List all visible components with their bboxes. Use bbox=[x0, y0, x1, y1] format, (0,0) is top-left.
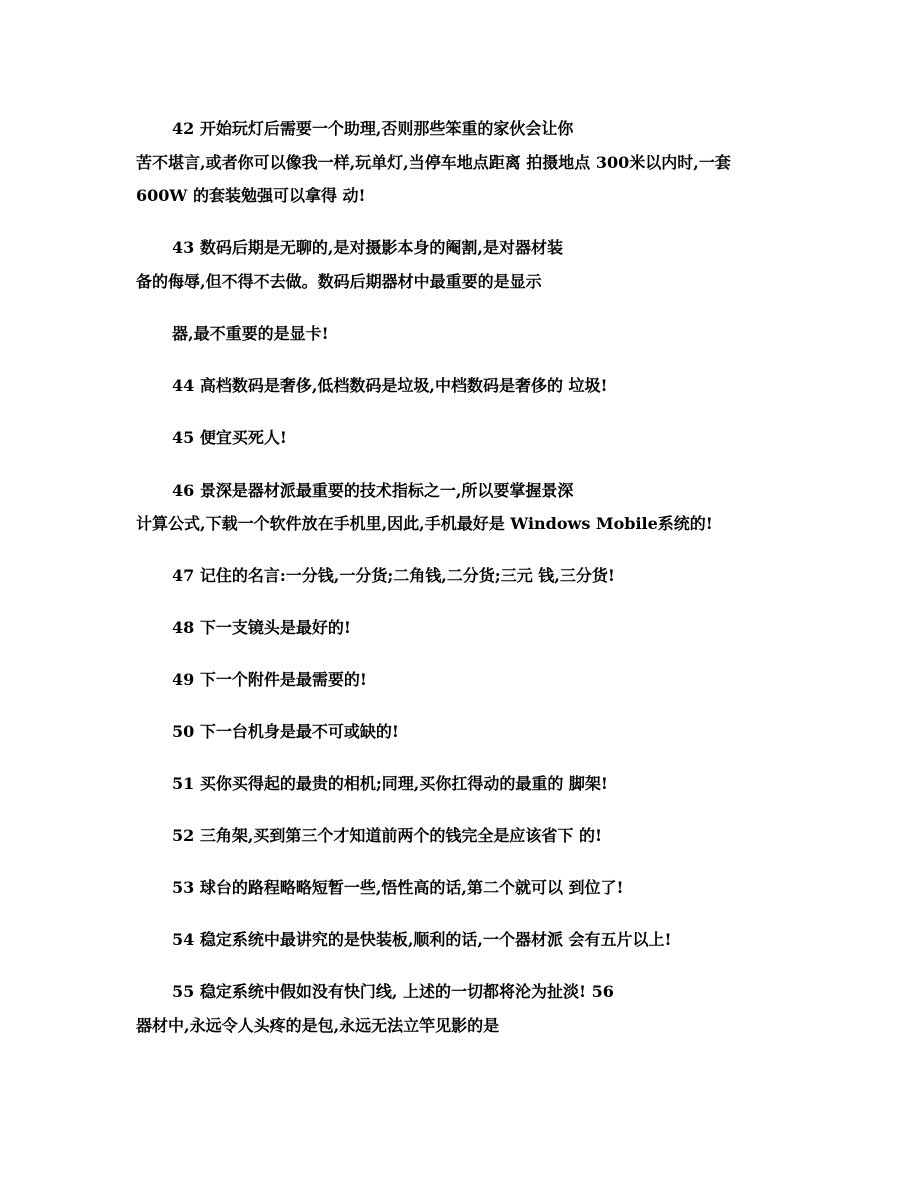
text-line-43a: 43 数码后期是无聊的,是对摄影本身的阉割,是对器材装 bbox=[172, 238, 563, 257]
text-line-43c: 器,最不重要的是显卡! bbox=[172, 324, 329, 343]
text-line-46b: 计算公式,下载一个软件放在手机里,因此,手机最好是 Windows Mobile系统的! bbox=[136, 514, 713, 533]
text-line-42a: 42 开始玩灯后需要一个助理,否则那些笨重的家伙会让你 bbox=[172, 119, 574, 138]
text-line-56: 器材中,永远令人头疼的是包,永远无法立竿见影的是 bbox=[136, 1016, 500, 1035]
text-line-47: 47 记住的名言:一分钱,一分货;二角钱,二分货;三元 钱,三分货! bbox=[172, 566, 615, 585]
text-line-46a: 46 景深是器材派最重要的技术指标之一,所以要掌握景深 bbox=[172, 481, 574, 500]
text-line-42c: 600W 的套装勉强可以拿得 动! bbox=[136, 186, 366, 205]
text-line-43b: 备的侮辱,但不得不去做。数码后期器材中最重要的是显示 bbox=[136, 272, 542, 291]
text-line-53: 53 球台的路程略略短暂一些,悟性高的话,第二个就可以 到位了! bbox=[172, 878, 624, 897]
text-line-45: 45 便宜买死人! bbox=[172, 428, 287, 447]
text-line-55: 55 稳定系统中假如没有快门线, 上述的一切都将沦为扯淡! 56 bbox=[172, 982, 614, 1001]
text-line-48: 48 下一支镜头是最好的! bbox=[172, 618, 351, 637]
text-line-50: 50 下一台机身是最不可或缺的! bbox=[172, 722, 399, 741]
text-line-44: 44 高档数码是奢侈,低档数码是垃圾,中档数码是奢侈的 垃圾! bbox=[172, 376, 608, 395]
text-line-54: 54 稳定系统中最讲究的是快装板,顺利的话,一个器材派 会有五片以上! bbox=[172, 930, 672, 949]
text-line-51: 51 买你买得起的最贵的相机;同理,买你扛得动的最重的 脚架! bbox=[172, 774, 608, 793]
text-line-49: 49 下一个附件是最需要的! bbox=[172, 670, 367, 689]
text-line-52: 52 三角架,买到第三个才知道前两个的钱完全是应该省下 的! bbox=[172, 826, 603, 845]
text-line-42b: 苦不堪言,或者你可以像我一样,玩单灯,当停车地点距离 拍摄地点 300米以内时,一套 bbox=[136, 153, 731, 172]
